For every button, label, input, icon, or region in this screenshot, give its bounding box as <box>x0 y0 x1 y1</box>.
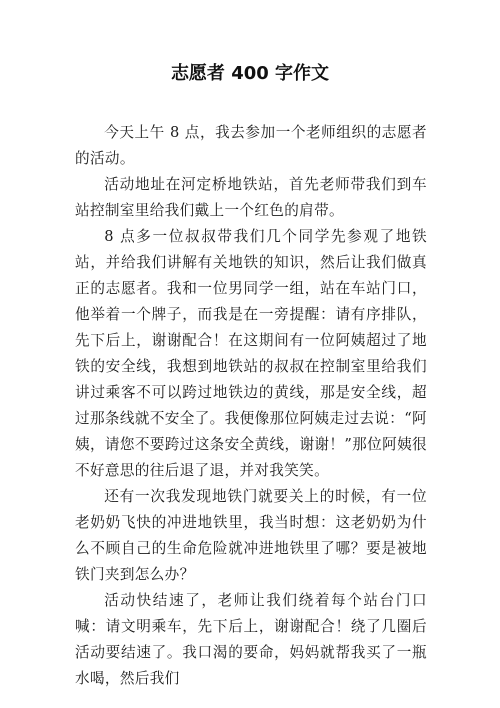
paragraph: 活动快结速了，老师让我们绕着每个站台门口喊：请文明乘车，先下后上，谢谢配合！绕了几圈后活动要结速了。我口渴的要命，妈妈就帮我买了一瓶水喝，然后我们 <box>75 592 427 687</box>
paragraph: 8 点多一位叔叔带我们几个同学先参观了地铁站，并给我们讲解有关地铁的知识，然后让我们做真正的志愿者。我和一位男同学一组，站在车站门口，他举着一个牌子，而我是在一旁提醒：请有序排队，先下后上，谢谢配合！在这期间有一位阿姨超过了地铁的安全线，我想到地铁站的叔叔在控制室里给我们讲过乘客不可以跨过地铁边的黄线，那是安全线，超过那条线就不安全了。我便像那位阿姨走过去说：“阿姨，请您不要跨过这条安全黄线，谢谢！”那位阿姨很不好意思的往后退了退，并对我笑笑。 <box>75 228 427 479</box>
paragraph: 今天上午 8 点，我去参加一个老师组织的志愿者的活动。 <box>75 124 427 167</box>
paragraph: 还有一次我发现地铁门就要关上的时候，有一位老奶奶飞快的冲进地铁里，我当时想：这老奶奶为什么不顾自己的生命危险就冲进地铁里了哪？要是被地铁门夹到怎么办？ <box>75 488 427 583</box>
paragraph: 活动地址在河定桥地铁站，首先老师带我们到车站控制室里给我们戴上一个红色的肩带。 <box>75 176 427 219</box>
document-title: 志愿者 400 字作文 <box>170 63 330 84</box>
essay-body <box>75 120 427 692</box>
